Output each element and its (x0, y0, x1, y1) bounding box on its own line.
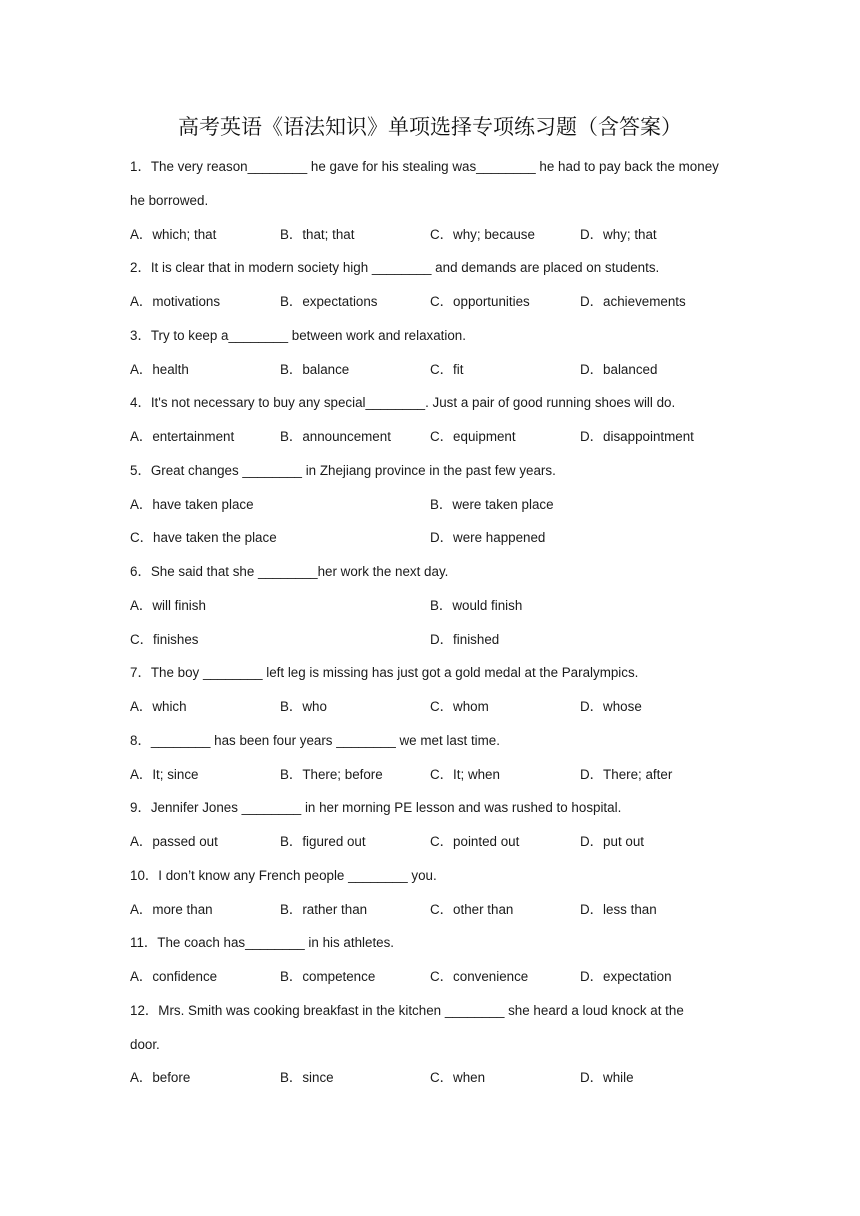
option: B．since (280, 1070, 334, 1086)
options-row (130, 1061, 740, 1095)
option: D．There; after (580, 766, 673, 782)
option: C．whom (430, 699, 489, 714)
option: B．would finish (430, 597, 523, 613)
option: D．expectation (580, 969, 672, 984)
question-text: 5．Great changes ________ in Zhejiang province in the past few years. (130, 462, 556, 478)
question-12 (130, 994, 740, 1095)
option: D．less than (580, 901, 657, 917)
option: D．put out (580, 834, 645, 849)
options-row (130, 825, 740, 859)
question-10 (130, 859, 740, 927)
options-row (130, 353, 740, 387)
options-row (130, 960, 740, 994)
question-text: 9．Jennifer Jones ________ in her morning PE lesson and was rushed to hospital. (130, 800, 622, 816)
option: C．opportunities (430, 294, 530, 309)
option: A．passed out (130, 834, 218, 849)
option: B．announcement (280, 429, 391, 444)
options-row (130, 420, 740, 454)
question-text: 3．Try to keep a________ between work and relaxation. (130, 327, 466, 343)
option: A．which; that (130, 226, 217, 242)
question-9 (130, 791, 740, 859)
option: A．which (130, 699, 187, 714)
question-7 (130, 656, 740, 724)
option: D．disappointment (580, 429, 694, 444)
option: B．figured out (280, 834, 366, 849)
options-row (130, 758, 740, 792)
option: A．have taken place (130, 496, 254, 512)
question-text: 10．I don’t know any French people ________ you. (130, 867, 437, 883)
question-11 (130, 926, 740, 994)
question-text: 2．It is clear that in modern society high ________ and demands are placed on students. (130, 260, 660, 276)
option: B．rather than (280, 901, 368, 917)
question-3 (130, 319, 740, 387)
question-list (130, 150, 740, 1095)
option: D．were happened (430, 530, 546, 546)
option: D．why; that (580, 226, 657, 242)
question-text: 8．________ has been four years ________ we met last time. (130, 732, 500, 748)
question-2 (130, 251, 740, 319)
options-row (130, 521, 740, 555)
question-text: 1．The very reason________ he gave for his stealing was________ he had to pay back the money (130, 159, 719, 174)
option: C．why; because (430, 226, 535, 242)
question-5 (130, 454, 740, 555)
option: C．when (430, 1070, 486, 1086)
option: C．fit (430, 361, 464, 377)
option: C．pointed out (430, 834, 520, 849)
option: A．It; since (130, 766, 199, 782)
option: B．were taken place (430, 496, 554, 512)
options-row (130, 218, 740, 252)
option: C．equipment (430, 429, 516, 444)
page-title: 高考英语《语法知识》单项选择专项练习题（含答案） (178, 115, 682, 139)
option: B．balance (280, 361, 350, 377)
options-row (130, 690, 740, 724)
option: C．It; when (430, 766, 500, 782)
option: A．before (130, 1070, 191, 1086)
question-text: he borrowed. (130, 192, 209, 208)
option: A．health (130, 361, 189, 377)
options-row (130, 285, 740, 319)
question-4 (130, 386, 740, 454)
option: B．that; that (280, 226, 355, 242)
option: A．confidence (130, 969, 218, 984)
option: B．who (280, 699, 327, 714)
option: A．will finish (130, 597, 206, 613)
option: A．motivations (130, 294, 221, 309)
options-row (130, 589, 740, 623)
question-text: 6．She said that she ________her work the next day. (130, 564, 449, 579)
options-row (130, 488, 740, 522)
question-text: 7．The boy ________ left leg is missing has just got a gold medal at the Paralympics. (130, 665, 639, 681)
option: D．whose (580, 699, 642, 714)
option: D．finished (430, 631, 500, 647)
option: D．while (580, 1070, 634, 1086)
option: D．balanced (580, 361, 658, 377)
question-text: 11．The coach has________ in his athletes. (130, 935, 395, 951)
option: C．have taken the place (130, 530, 277, 546)
question-6 (130, 555, 740, 656)
question-8 (130, 724, 740, 792)
option: C．finishes (130, 631, 199, 647)
options-row (130, 893, 740, 927)
option: C．convenience (430, 969, 529, 984)
option: D．achievements (580, 294, 686, 309)
option: A．more than (130, 901, 213, 917)
options-row (130, 623, 740, 657)
question-text: 4．It's not necessary to buy any special________. Just a pair of good running shoes will do. (130, 395, 676, 411)
option: B．competence (280, 969, 376, 984)
option: B．There; before (280, 766, 383, 782)
question-text: 12．Mrs. Smith was cooking breakfast in the kitchen ________ she heard a loud knock at the (130, 1002, 684, 1018)
option: A．entertainment (130, 429, 235, 444)
question-1 (130, 150, 740, 251)
question-text: door. (130, 1036, 160, 1052)
option: C．other than (430, 901, 514, 917)
option: B．expectations (280, 294, 378, 309)
